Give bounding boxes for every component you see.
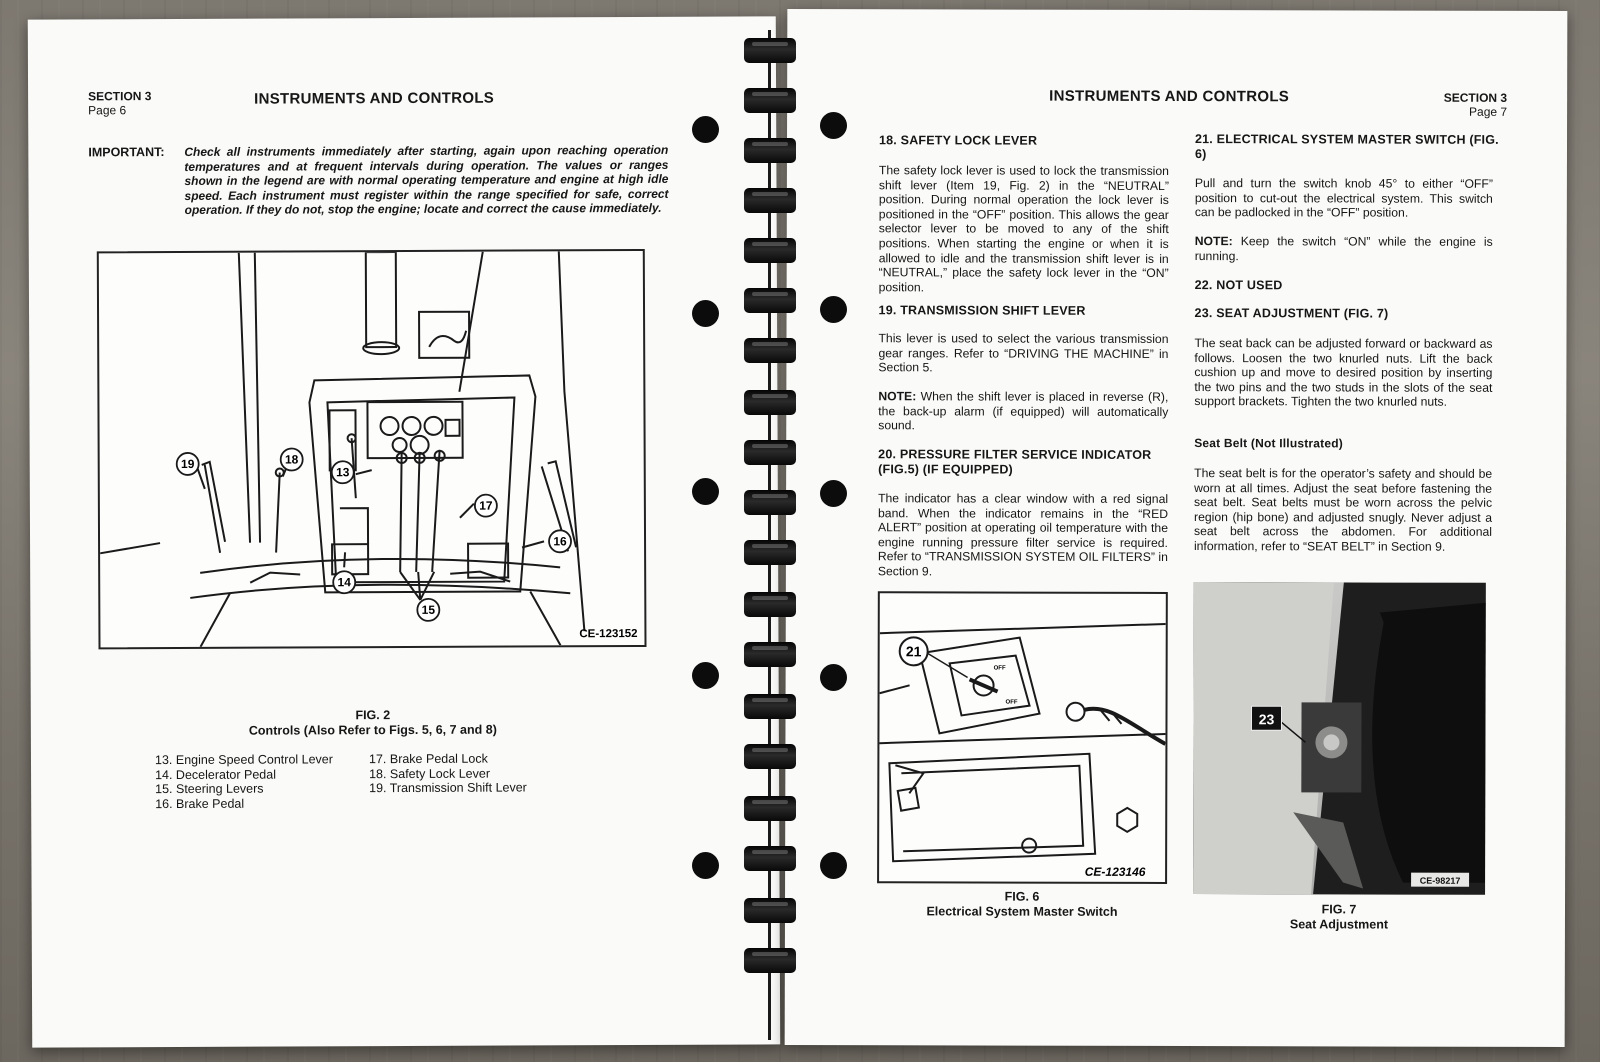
s21-note-text: Keep the switch “ON” while the engine is running. [1194, 234, 1493, 263]
legend-item: 15. Steering Levers [155, 781, 264, 797]
legend-col-2 [369, 751, 527, 795]
punch-hole [820, 852, 847, 879]
s18-text: The safety lock lever is used to lock the transmission shift lever (Item 19, Fig. 2) in the “NEUTRAL” position. During normal operation the lock lever is positioned in the “OFF” position. This allows the gear selector lever to be moved to any of the shift positions. When starting the engine or when it is allowed to idle and the transmission shift lever is in “NEUTRAL,” place the safety lock lever in the “ON” position. [878, 163, 1169, 295]
coil [744, 642, 796, 667]
punch-hole [692, 478, 719, 505]
master-switch-illustration [879, 593, 1166, 882]
fig6-caption: Electrical System Master Switch [926, 904, 1118, 919]
coil [744, 592, 796, 617]
left-page-number: Page 6 [88, 103, 127, 118]
right-page [785, 9, 1568, 1047]
off-mark: OFF [993, 665, 1006, 672]
s21-note-label: NOTE: [1194, 234, 1233, 249]
legend-item: 14. Decelerator Pedal [155, 767, 276, 782]
legend-item: 16. Brake Pedal [155, 796, 245, 811]
coil [744, 540, 796, 565]
s20-heading: 20. PRESSURE FILTER SERVICE INDICATOR (FIG.5) (IF EQUIPPED) [878, 447, 1152, 477]
fig7-caption: Seat Adjustment [1289, 917, 1389, 932]
coil [744, 138, 796, 163]
coil [744, 288, 796, 313]
right-page-number: Page 7 [1469, 104, 1508, 119]
callout-16: 16 [553, 534, 567, 549]
callout-14: 14 [337, 575, 351, 590]
legend-item: 13. Engine Speed Control Lever [154, 752, 333, 768]
legend-col-1 [155, 752, 333, 811]
legend-item: 18. Safety Lock Lever [369, 766, 490, 781]
s21-text: Pull and turn the switch knob 45° to either “OFF” position to cut-out the electrical system. This switch can be padlocked in the “OFF” position. [1194, 176, 1493, 220]
callout-15: 15 [421, 602, 436, 617]
coil [744, 744, 796, 769]
s19-heading: 19. TRANSMISSION SHIFT LEVER [878, 303, 1086, 318]
binding-spine [768, 30, 771, 1040]
coil [744, 490, 796, 515]
coil [744, 898, 796, 923]
controls-illustration [99, 251, 645, 647]
s23-text: The seat back can be adjusted forward or backward as follows. Loosen the two knurled nuts. Lift the back cushion up and move to desired position by inserting the two pins and the two studs in the slots of the seat support brackets. Tighten the two knurled nuts. [1194, 336, 1493, 410]
s19-text: This lever is used to select the various transmission gear ranges. Refer to “DRIVING THE MACHINE” in Section 5. [878, 331, 1169, 375]
seatbelt-text: The seat belt is for the operator’s safety and should be worn at all times. Adjust the seat before fastening the seat belt. Seat belts must be worn across the pelvic region (hip bone) and adjusted snugly. Never adjust a seat belt across the abdomen. For additional information, refer to “SEAT BELT” in Section 9. [1193, 466, 1493, 554]
fig7-callout: 23 [1258, 711, 1275, 728]
coil [744, 390, 796, 415]
fig6-callout: 21 [905, 643, 922, 660]
legend-item: 19. Transmission Shift Lever [369, 780, 527, 796]
coil [744, 694, 796, 719]
left-page [28, 16, 780, 1047]
important-text: Check all instruments immediately after starting, again upon reaching operation temperatures and at frequent intervals during operation. The values or ranges shown in the legend are with normal operating temperature and engine at high idle speed. Each instrument must register within the range specified for safe, correct operation. If they do not, stop the engine; locate and correct the cause immediately. [184, 142, 669, 217]
fig7-number: FIG. 7 [1321, 902, 1357, 917]
punch-hole [820, 296, 847, 323]
controls-figure [97, 249, 647, 649]
s19-note-text: When the shift lever is placed in reverse (R), the back-up alarm (if equipped) will automatically sound. [878, 389, 1169, 433]
fig2-number: FIG. 2 [355, 708, 391, 723]
fig7-code: CE-98217 [1419, 875, 1461, 886]
callout-18: 18 [284, 452, 299, 467]
coil [744, 796, 796, 821]
right-section-label: SECTION 3 [1443, 90, 1508, 105]
s21-note [1195, 234, 1493, 264]
legend-item: 17. Brake Pedal Lock [368, 751, 488, 767]
off-mark: OFF [1005, 699, 1018, 706]
coil [744, 846, 796, 871]
coil [744, 188, 796, 213]
punch-hole [820, 112, 847, 139]
fig2-caption: Controls (Also Refer to Figs. 5, 6, 7 and 8) [248, 722, 497, 738]
coil [744, 948, 796, 973]
fig6-number: FIG. 6 [1004, 889, 1040, 904]
s20-text: The indicator has a clear window with a red signal band. When the indicator remains in the “RED ALERT” position at operating oil temperature with the engine running pressure filter service is required. Refer to “TRANSMISSION SYSTEM OIL FILTERS” in Section 9. [877, 491, 1169, 579]
fig6-code: CE-123146 [1084, 864, 1146, 879]
punch-hole [692, 662, 719, 689]
punch-hole [692, 300, 719, 327]
s19-note [878, 389, 1168, 434]
s19-note-label: NOTE: [878, 389, 917, 404]
s22-heading: 22. NOT USED [1194, 278, 1283, 293]
punch-hole [692, 852, 719, 879]
callout-17: 17 [479, 498, 493, 513]
important-label: IMPORTANT: [88, 145, 165, 160]
master-switch-figure [877, 591, 1168, 884]
coil [744, 238, 796, 263]
s21-heading: 21. ELECTRICAL SYSTEM MASTER SWITCH (FIG. 6) [1194, 132, 1499, 162]
coil [744, 440, 796, 465]
coil [744, 38, 796, 63]
seat-adjustment-photo [1193, 582, 1486, 895]
coil [744, 88, 796, 113]
seat-photo-illustration [1193, 582, 1486, 895]
s23-heading: 23. SEAT ADJUSTMENT (FIG. 7) [1194, 306, 1389, 321]
punch-hole [820, 664, 847, 691]
seatbelt-heading: Seat Belt (Not Illustrated) [1194, 436, 1343, 451]
callout-19: 19 [180, 456, 195, 471]
right-page-title: INSTRUMENTS AND CONTROLS [1049, 87, 1290, 106]
punch-hole [692, 116, 719, 143]
left-page-title: INSTRUMENTS AND CONTROLS [254, 89, 495, 108]
punch-hole [820, 480, 847, 507]
s18-heading: 18. SAFETY LOCK LEVER [878, 133, 1038, 148]
coil [744, 338, 796, 363]
figure-code: CE-123152 [579, 627, 638, 641]
callout-13: 13 [336, 465, 350, 480]
left-section-label: SECTION 3 [88, 89, 152, 104]
